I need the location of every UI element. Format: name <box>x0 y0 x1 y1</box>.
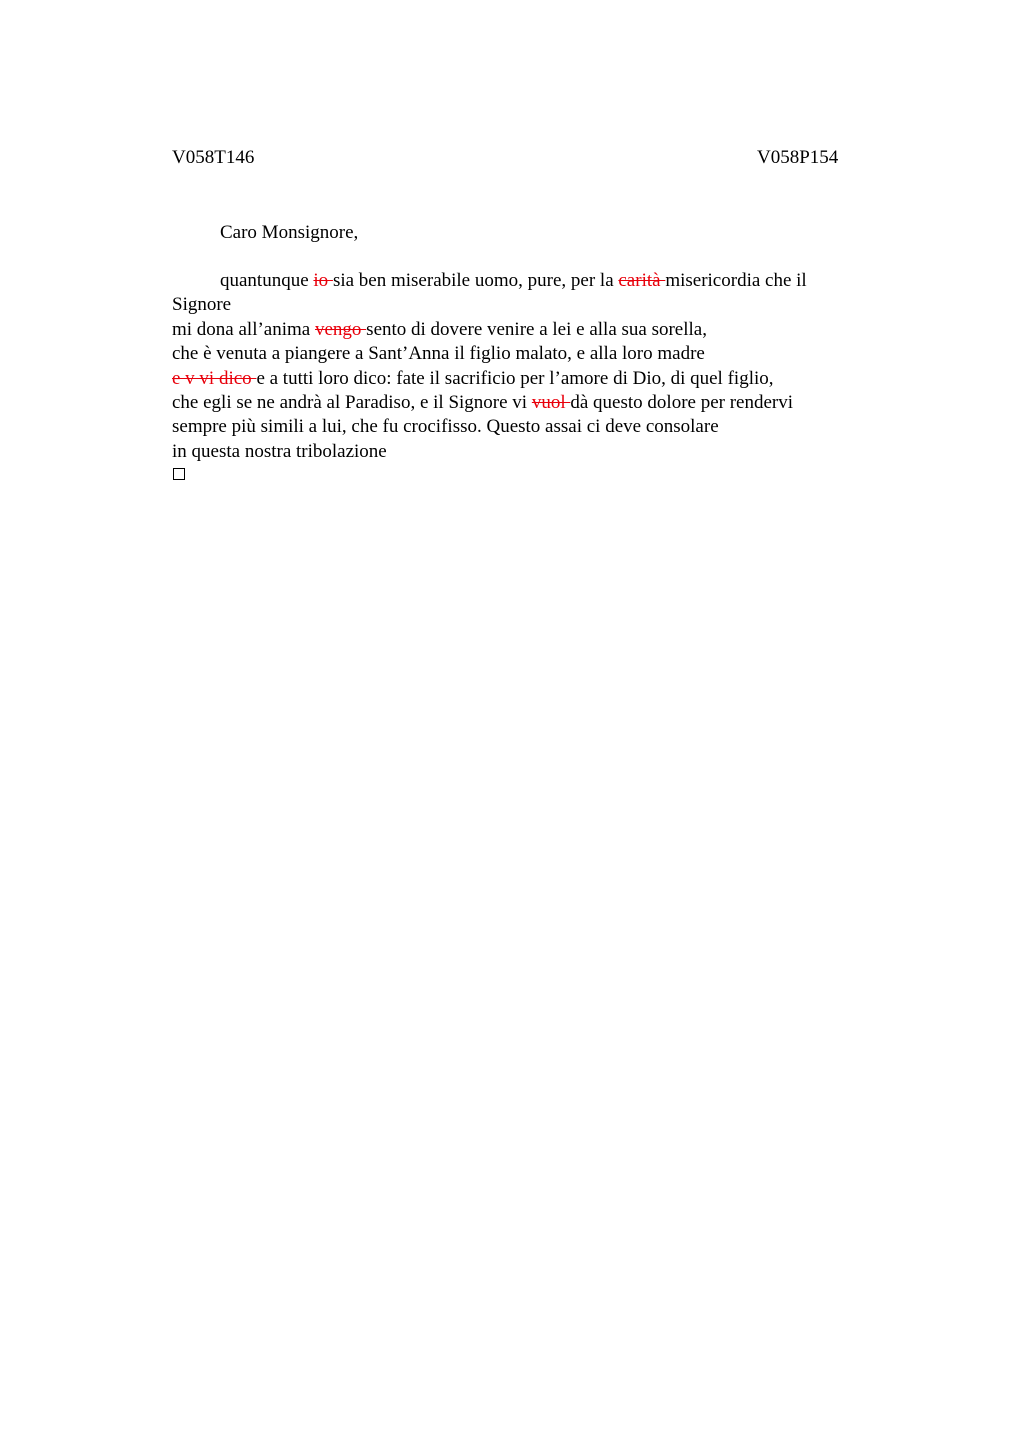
document-code-left: V058T146 <box>172 147 255 168</box>
letter-line <box>172 269 872 293</box>
letter-body <box>172 269 872 464</box>
letter-text: Signore <box>172 294 232 316</box>
letter-line <box>172 391 872 415</box>
letter-line <box>172 342 872 366</box>
letter-line <box>172 318 872 342</box>
deleted-text: carità <box>618 270 666 291</box>
letter-text: che è venuta a piangere a Sant’Anna il figlio malato, e alla loro madre <box>172 343 705 365</box>
letter-line <box>172 293 872 317</box>
letter-line <box>172 440 872 464</box>
deleted-text: io <box>313 270 333 291</box>
letter-text: in questa nostra tribolazione <box>172 440 387 462</box>
letter-line <box>172 367 872 391</box>
letter-text: quantunque <box>220 270 314 291</box>
letter-text: e a tutti loro dico: fate il sacrificio per l’amore di Dio, di quel figlio, <box>256 367 774 389</box>
letter-salutation: Caro Monsignore, <box>220 222 359 243</box>
deleted-text: vengo <box>314 318 367 340</box>
letter-text: dà questo dolore per rendervi <box>570 392 794 414</box>
letter-text: sia ben miserabile uomo, pure, per la <box>332 270 619 291</box>
letter-text: mi dona all’anima <box>172 318 315 340</box>
letter-text: misericordia che il <box>665 270 807 291</box>
end-of-text-box-icon <box>173 468 185 480</box>
deleted-text: vuol <box>531 392 571 414</box>
letter-line <box>172 415 872 439</box>
page-code-right: V058P154 <box>757 147 839 168</box>
letter-text: che egli se ne andrà al Paradiso, e il Signore vi <box>172 392 532 414</box>
letter-text: sempre più simili a lui, che fu crocifisso. Questo assai ci deve consolare <box>172 416 719 438</box>
deleted-text: e v vi dico <box>172 367 257 389</box>
letter-text: sento di dovere venire a lei e alla sua sorella, <box>366 318 707 340</box>
